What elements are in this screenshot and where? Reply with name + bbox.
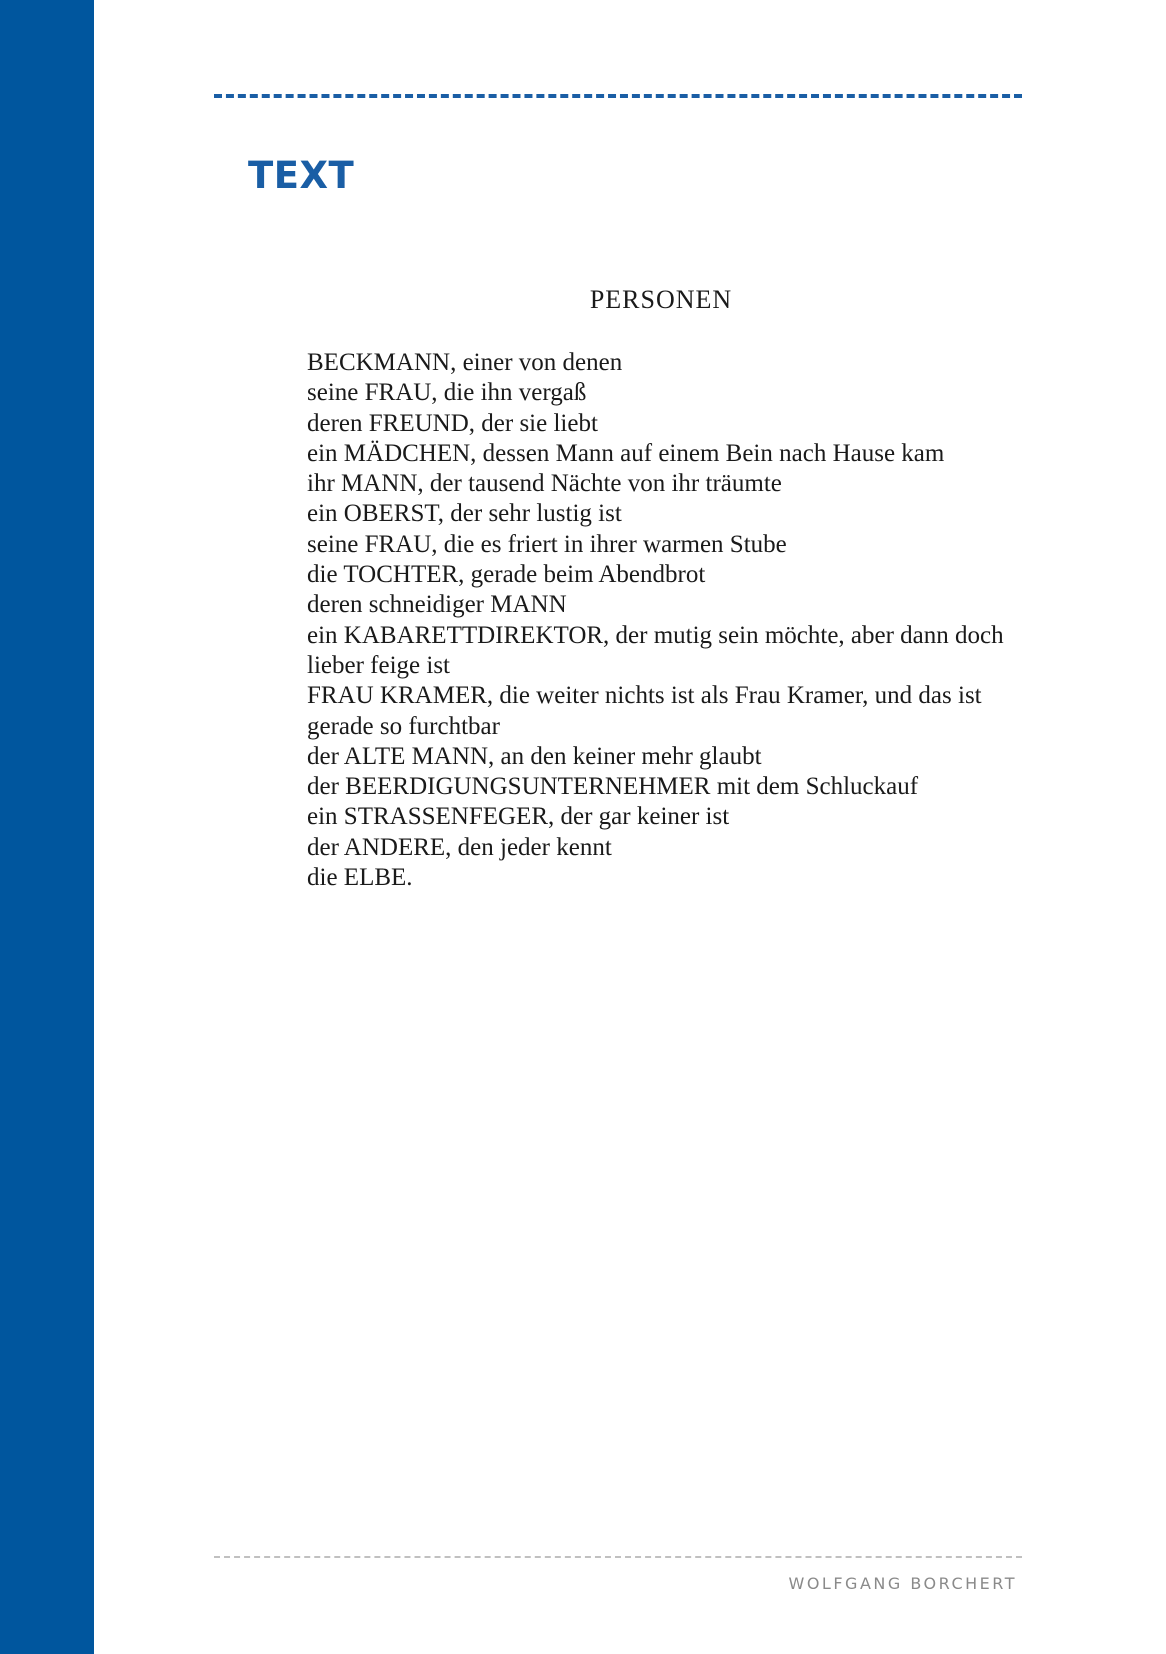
personen-heading: PERSONEN — [589, 285, 733, 314]
cast-item: seine FRAU, die ihn vergaß — [307, 379, 587, 407]
bottom-dashed-rule — [214, 1556, 1022, 1558]
footer-author: WOLFGANG BORCHERT — [788, 1574, 1017, 1593]
cast-item: die ELBE. — [307, 864, 413, 892]
cast-item: ein STRASSENFEGER, der gar keiner ist — [307, 803, 730, 831]
cast-item: ein OBERST, der sehr lustig ist — [307, 500, 622, 528]
cast-item: der BEERDIGUNGSUNTERNEHMER mit dem Schluckauf — [307, 773, 919, 801]
cast-item: der ALTE MANN, an den keiner mehr glaubt — [307, 742, 762, 770]
cast-item: FRAU KRAMER, die weiter nichts ist als Frau Kramer, und das ist gerade so furchtbar — [307, 682, 982, 740]
cast-item: ein KABARETTDIREKTOR, der mutig sein möchte, aber dann doch lieber feige ist — [307, 621, 1004, 679]
top-dashed-rule — [214, 94, 1022, 98]
cast-item: der ANDERE, den jeder kennt — [307, 833, 612, 861]
cast-item: ihr MANN, der tausend Nächte von ihr träumte — [307, 470, 782, 498]
cast-item: deren schneidiger MANN — [307, 591, 567, 619]
cast-list — [307, 348, 1037, 893]
section-title: TEXT — [248, 154, 355, 197]
cast-item: deren FREUND, der sie liebt — [307, 409, 598, 437]
cast-item: ein MÄDCHEN, dessen Mann auf einem Bein nach Hause kam — [307, 439, 945, 467]
cast-item: die TOCHTER, gerade beim Abendbrot — [307, 561, 706, 589]
side-color-band — [0, 0, 94, 1654]
cast-item: BECKMANN, einer von denen — [307, 349, 623, 376]
cast-item: seine FRAU, die es friert in ihrer warmen Stube — [307, 530, 787, 558]
